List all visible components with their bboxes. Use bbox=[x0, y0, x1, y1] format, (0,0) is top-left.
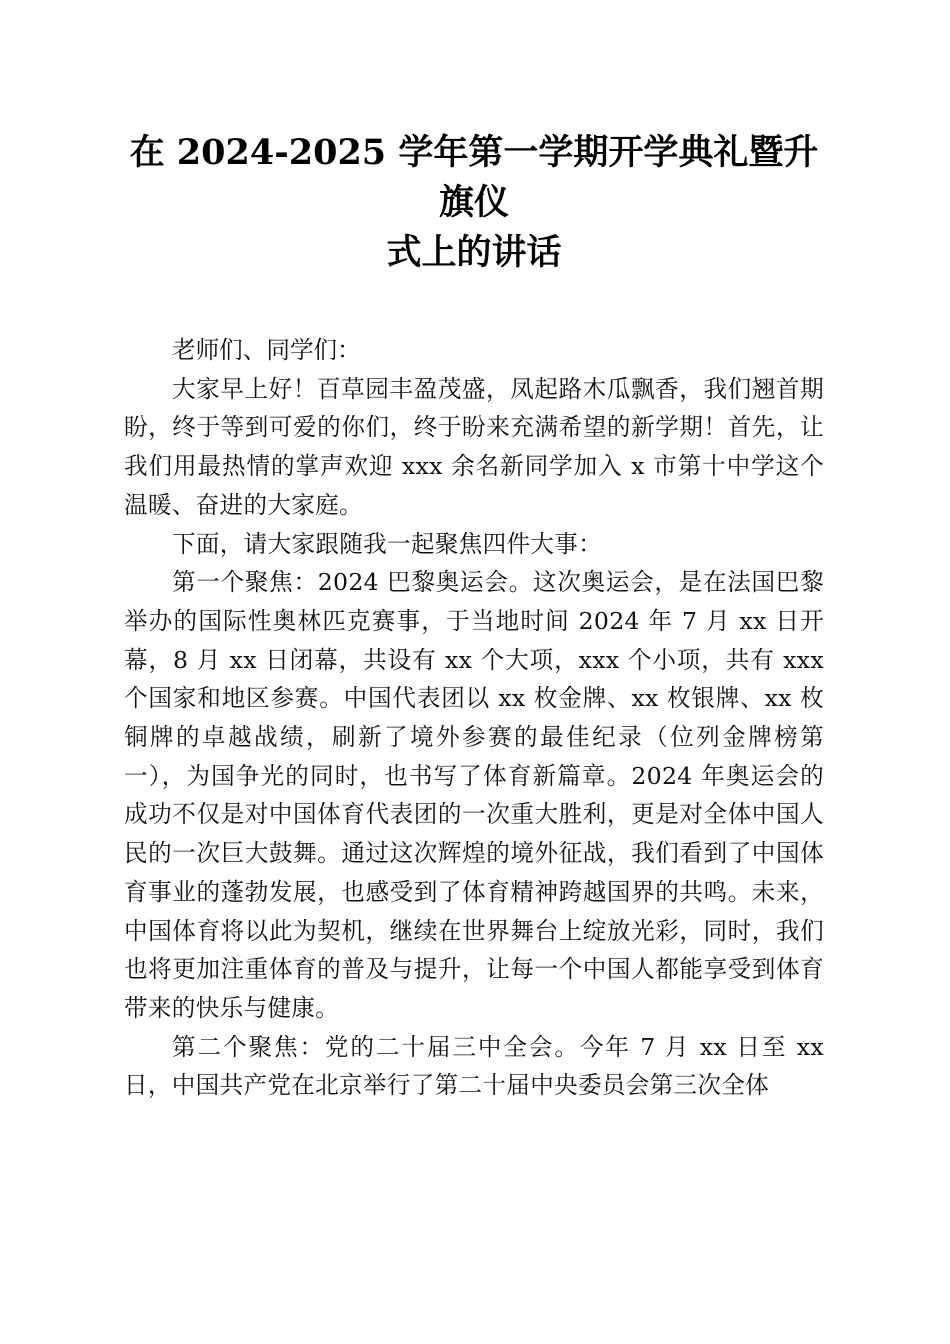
title-line-2: 式上的讲话 bbox=[386, 232, 562, 273]
title-line-1: 在 2024-2025 学年第一学期开学典礼暨升旗仪 bbox=[129, 132, 819, 223]
paragraph-focus-2: 第二个聚焦：党的二十届三中全会。今年 7 月 xx 日至 xx 日，中国共产党在北京举行了第二十届中央委员会第三次全体 bbox=[124, 1032, 824, 1100]
document-body bbox=[124, 331, 824, 1105]
salutation: 老师们、同学们： bbox=[172, 336, 361, 364]
paragraph-greeting: 大家早上好！百草园丰盈茂盛，凤起路木瓜飘香，我们翘首期盼，终于等到可爱的你们，终于盼来充满希望的新学期！首先，让我们用最热情的掌声欢迎 xxx 余名新同学加入 x 市第十中学这个温暖、奋进的大家庭。 bbox=[124, 374, 824, 519]
paragraph-focus-1: 第一个聚焦：2024 巴黎奥运会。这次奥运会，是在法国巴黎举办的国际性奥林匹克赛事，于当地时间 2024 年 7 月 xx 日开幕，8 月 xx 日闭幕，共设有 xx 个大项，xxx 个小项，共有 xxx 个国家和地区参赛。中国代表团以 xx 枚金牌、xx 枚银牌、xx 枚铜牌的卓越战绩，刷新了境外参赛的最佳纪录（位列金牌榜第一），为国争光的同时，也书写了体育新篇章。2024 年奥运会的成功不仅是对中国体育代表团的一次重大胜利，更是对全体中国人民的一次巨大鼓舞。通过这次辉煌的境外征战，我们看到了中国体育事业的蓬勃发展，也感受到了体育精神跨越国界的共鸣。未来，中国体育将以此为契机，继续在世界舞台上绽放光彩，同时，我们也将更加注重体育的普及与提升，让每一个中国人都能享受到体育带来的快乐与健康。 bbox=[124, 568, 824, 1022]
paragraph-intro: 下面，请大家跟随我一起聚焦四件大事： bbox=[172, 529, 603, 558]
document-title bbox=[124, 128, 824, 278]
